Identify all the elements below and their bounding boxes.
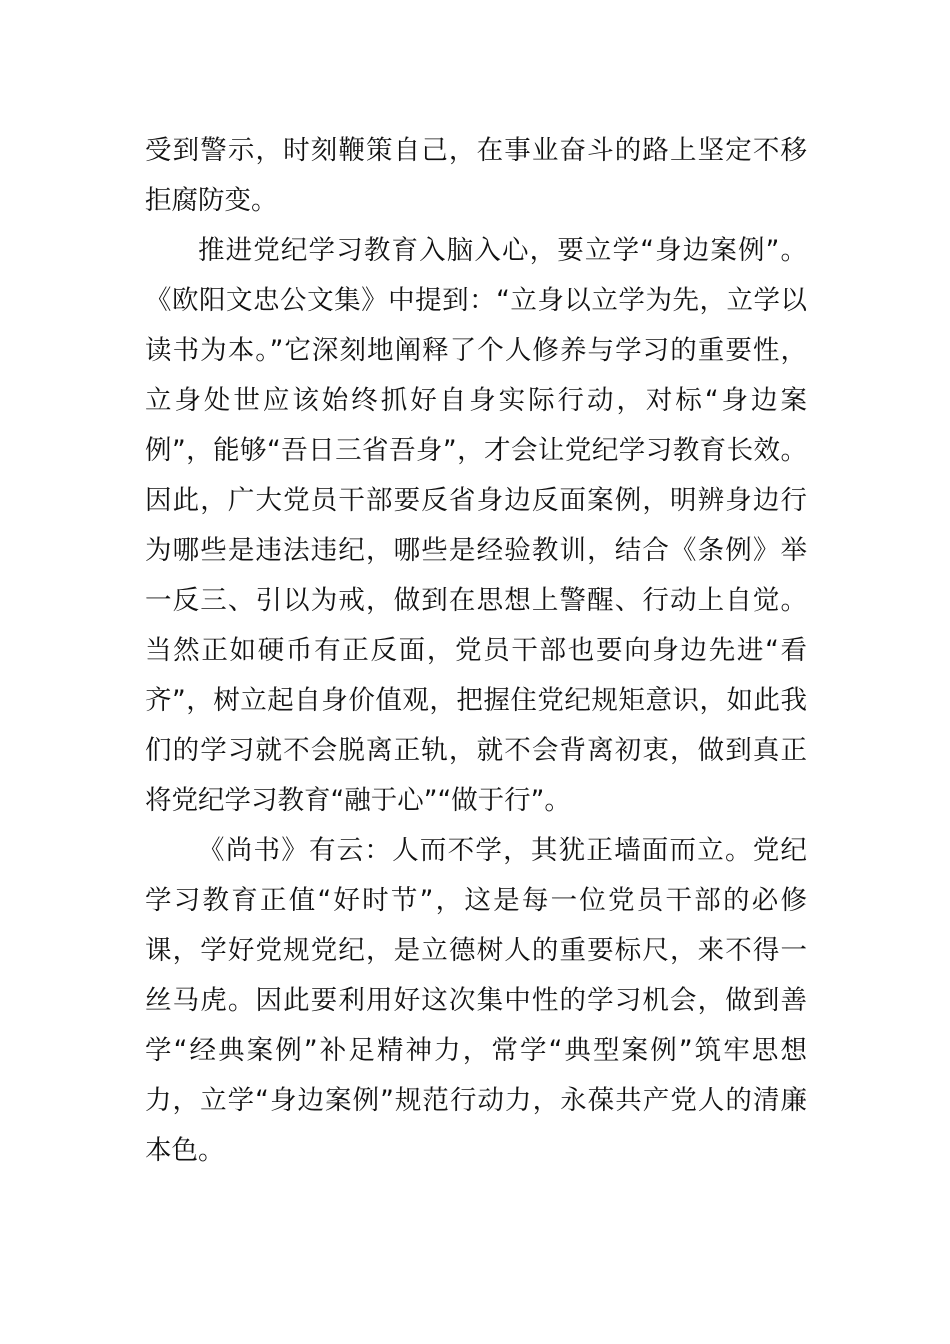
paragraph-conclusion: 《尚书》有云：人而不学，其犹正墙面而立。党纪学习教育正值“好时节”，这是每一位党员干部的必修课，学好党规党纪，是立德树人的重要标尺，来不得一丝马虎。因此要利用好这次集中性的学习机会，做到善学“经典案例”补足精神力，常学“典型案例”筑牢思想力，立学“身边案例”规范行动力，永葆共产党人的清廉本色。 — [145, 835, 807, 1166]
paragraph-body: 推进党纪学习教育入脑入心，要立学“身边案例”。《欧阳文忠公文集》中提到：“立身以立学为先，立学以读书为本。”它深刻地阐释了个人修养与学习的重要性，立身处世应该始终抓好自身实际行动，对标“身边案例”，能够“吾日三省吾身”，才会让党纪学习教育长效。因此，广大党员干部要反省身边反面案例，明辨身边行为哪些是违法违纪，哪些是经验教训，结合《条例》举一反三、引以为戒，做到在思想上警醒、行动上自觉。当然正如硬币有正反面，党员干部也要向身边先进“看齐”，树立起自身价值观，把握住党纪规矩意识，如此我们的学习就不会脱离正轨，就不会背离初衷，做到真正将党纪学习教育“融于心”“做于行”。 — [145, 235, 807, 816]
document-body — [145, 126, 807, 1176]
paragraph-continuation: 受到警示，时刻鞭策自己，在事业奋斗的路上坚定不移拒腐防变。 — [145, 135, 807, 216]
